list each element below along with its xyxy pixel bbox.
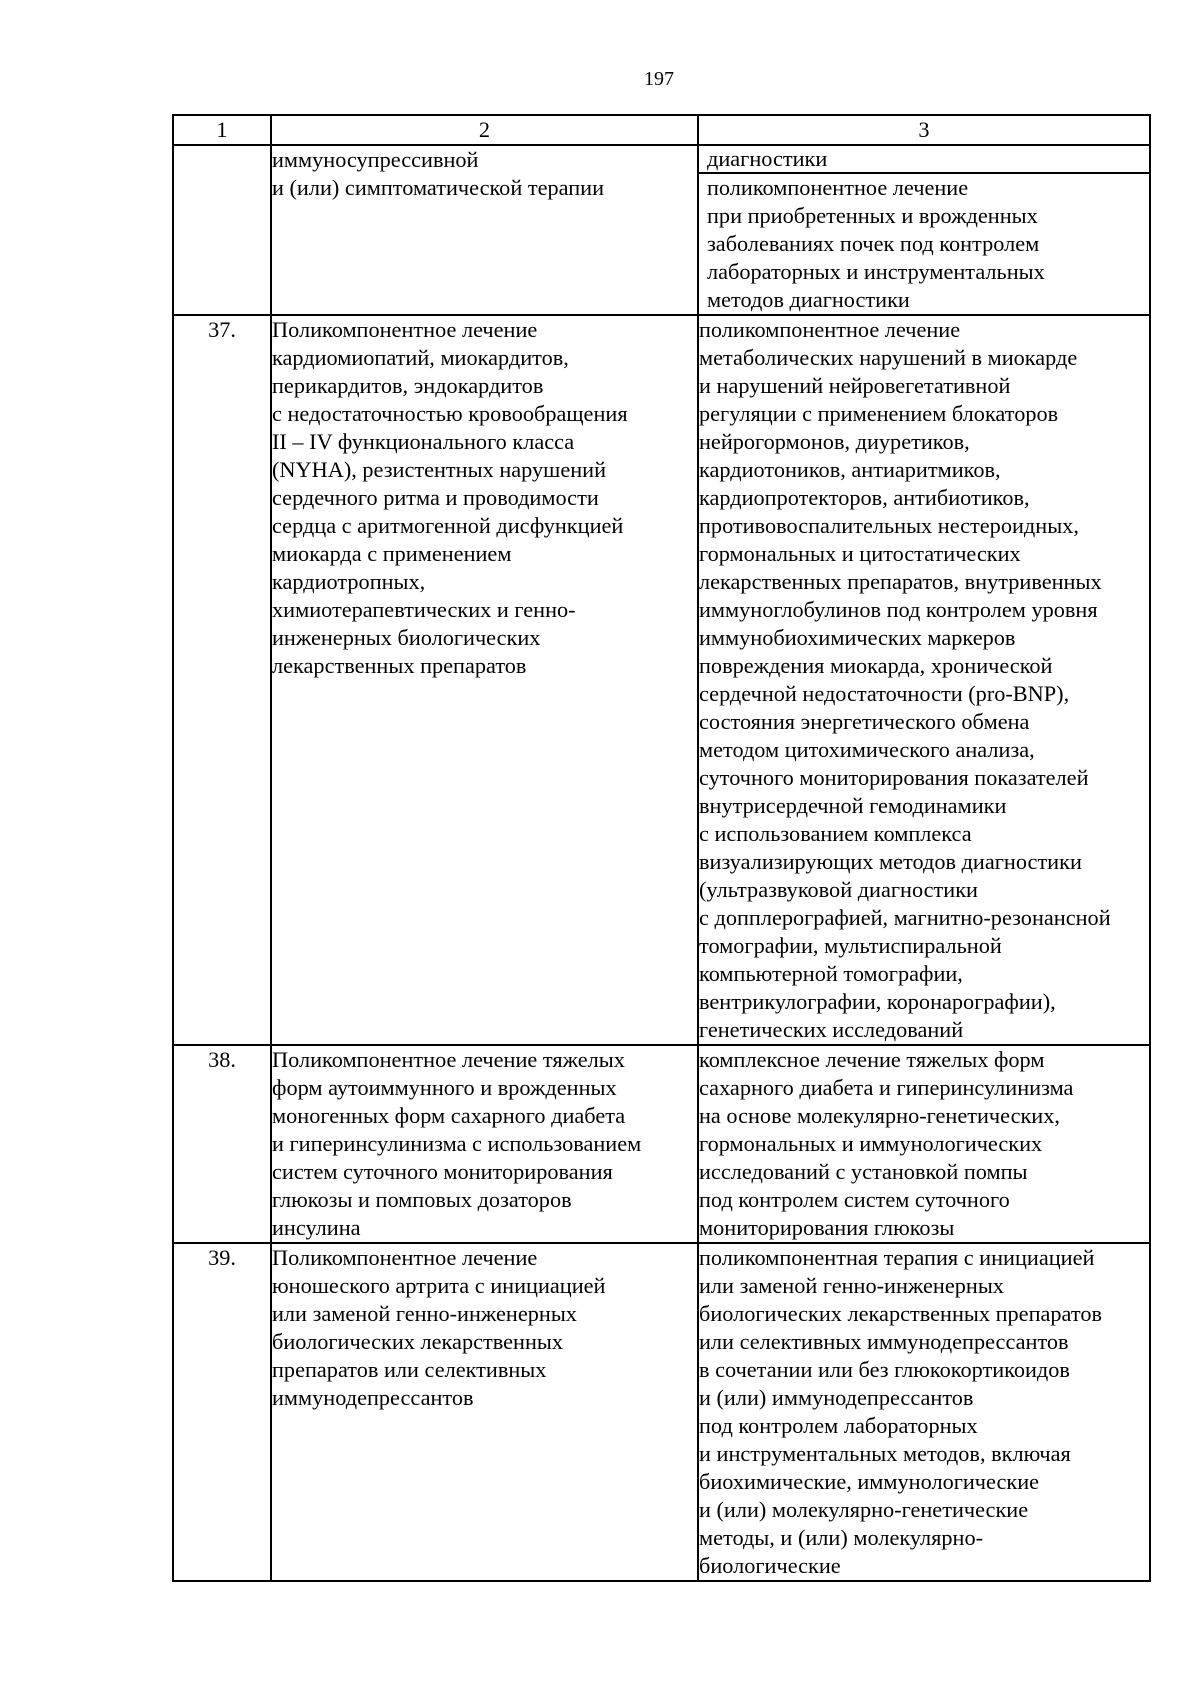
treatment-name-cell xyxy=(271,315,698,1045)
text-line: на основе молекулярно-генетических, xyxy=(699,1103,1060,1128)
page-number: 197 xyxy=(644,68,674,90)
header-cell-1: 1 xyxy=(173,115,271,145)
row-number-cell xyxy=(173,1045,271,1243)
text-line: (ультразвуковой диагностики xyxy=(699,877,978,902)
text-line: регуляции с применением блокаторов xyxy=(699,401,1059,426)
continuation-col3-cell xyxy=(698,145,1150,315)
text-line: лекарственных препаратов, внутривенных xyxy=(699,569,1102,594)
text-line: препаратов или селективных xyxy=(272,1357,547,1382)
text-line: поликомпонентная терапия с инициацией xyxy=(699,1245,1095,1270)
text-line: мониторирования глюкозы xyxy=(699,1215,955,1240)
text-line: сердечной недостаточности (pro-BNP), xyxy=(699,681,1070,706)
text-line: кардиотоников, антиаритмиков, xyxy=(699,457,1001,482)
text-line: и инструментальных методов, включая xyxy=(699,1441,1071,1466)
row-number: 39. xyxy=(208,1245,236,1270)
text-line: биологических лекарственных препаратов xyxy=(699,1301,1102,1326)
text-line: лабораторных и инструментальных xyxy=(707,259,1045,284)
text-line: и гиперинсулинизма с использованием xyxy=(272,1131,642,1156)
row-number: 37. xyxy=(208,317,236,342)
text-line: под контролем лабораторных xyxy=(699,1413,978,1438)
text-line: кардиопротекторов, антибиотиков, xyxy=(699,485,1030,510)
text-line: иммуносупрессивной xyxy=(272,147,479,172)
text-line: лекарственных препаратов xyxy=(272,653,527,678)
text-line: форм аутоиммунного и врожденных xyxy=(272,1075,617,1100)
text-line: компьютерной томографии, xyxy=(699,961,963,986)
text-line: противовоспалительных нестероидных, xyxy=(699,513,1079,538)
text-line: диагностики xyxy=(707,146,828,171)
text-line: биологические xyxy=(699,1553,841,1578)
text-line: систем суточного мониторирования xyxy=(272,1159,613,1184)
text-line: комплексное лечение тяжелых форм xyxy=(699,1047,1045,1072)
text-line: инженерных биологических xyxy=(272,625,541,650)
text-line: сахарного диабета и гиперинсулинизма xyxy=(699,1075,1074,1100)
text-line: биологических лекарственных xyxy=(272,1329,564,1354)
text-line: метаболических нарушений в миокарде xyxy=(699,345,1078,370)
text-line: или селективных иммунодепрессантов xyxy=(699,1329,1069,1354)
text-line: методы, и (или) молекулярно- xyxy=(699,1525,984,1550)
continuation-num-cell xyxy=(173,145,271,315)
text-line: иммунодепрессантов xyxy=(272,1385,474,1410)
method-description-cell xyxy=(698,1045,1150,1243)
text-line: Поликомпонентное лечение тяжелых xyxy=(272,1047,625,1072)
text-line: химиотерапевтических и генно- xyxy=(272,597,576,622)
text-line: с недостаточностью кровообращения xyxy=(272,401,628,426)
text-line: инсулина xyxy=(272,1215,361,1240)
table-row xyxy=(173,315,1150,1045)
header-cell-3: 3 xyxy=(698,115,1150,145)
text-line: моногенных форм сахарного диабета xyxy=(272,1103,626,1128)
text-line: методов диагностики xyxy=(707,287,910,312)
text-line: и (или) симптоматической терапии xyxy=(272,175,605,200)
text-line: II – IV функционального класса xyxy=(272,429,575,454)
text-line: при приобретенных и врожденных xyxy=(707,203,1038,228)
text-line: и нарушений нейровегетативной xyxy=(699,373,1011,398)
text-line: исследований с установкой помпы xyxy=(699,1159,1028,1184)
services-table xyxy=(172,114,1151,1582)
text-line: гормональных и иммунологических xyxy=(699,1131,1043,1156)
table-row xyxy=(173,1243,1150,1581)
text-line: внутрисердечной гемодинамики xyxy=(699,793,1007,818)
text-line: генетических исследований xyxy=(699,1017,964,1042)
text-line: методом цитохимического анализа, xyxy=(699,737,1035,762)
text-line: кардиомиопатий, миокардитов, xyxy=(272,345,569,370)
text-line: состояния энергетического обмена xyxy=(699,709,1030,734)
text-line: томографии, мультиспиральной xyxy=(699,933,1002,958)
text-line: поликомпонентное лечение xyxy=(707,175,969,200)
row-number: 38. xyxy=(208,1047,236,1072)
header-row xyxy=(173,115,1150,145)
text-line: суточного мониторирования показателей xyxy=(699,765,1089,790)
text-line: или заменой генно-инженерных xyxy=(272,1301,577,1326)
text-line: сердца с аритмогенной дисфункцией xyxy=(272,513,624,538)
text-line: Поликомпонентное лечение xyxy=(272,317,538,342)
method-description-cell xyxy=(698,1243,1150,1581)
row-number-cell xyxy=(173,1243,271,1581)
text-line: и (или) молекулярно-генетические xyxy=(699,1497,1029,1522)
text-line: иммуноглобулинов под контролем уровня xyxy=(699,597,1098,622)
text-line: с допплерографией, магнитно-резонансной xyxy=(699,905,1111,930)
text-line: вентрикулографии, коронарографии), xyxy=(699,989,1056,1014)
table-rows xyxy=(173,315,1150,1581)
table-row xyxy=(173,1045,1150,1243)
text-line: с использованием комплекса xyxy=(699,821,972,846)
text-line: Поликомпонентное лечение xyxy=(272,1245,538,1270)
text-line: юношеского артрита с инициацией xyxy=(272,1273,606,1298)
text-line: кардиотропных, xyxy=(272,569,426,594)
text-line: глюкозы и помповых дозаторов xyxy=(272,1187,572,1212)
text-line: гормональных и цитостатических xyxy=(699,541,1021,566)
treatment-name-cell xyxy=(271,1243,698,1581)
header-cell-2: 2 xyxy=(271,115,698,145)
text-line: биохимические, иммунологические xyxy=(699,1469,1040,1494)
continuation-col3-bottom xyxy=(699,174,1149,314)
text-line: нейрогормонов, диуретиков, xyxy=(699,429,970,454)
text-line: повреждения миокарда, хронической xyxy=(699,653,1053,678)
method-description-cell xyxy=(698,315,1150,1045)
text-line: (NYHA), резистентных нарушений xyxy=(272,457,607,482)
text-line: миокарда с применением xyxy=(272,541,512,566)
text-line: или заменой генно-инженерных xyxy=(699,1273,1004,1298)
text-line: под контролем систем суточного xyxy=(699,1187,1010,1212)
text-line: визуализирующих методов диагностики xyxy=(699,849,1082,874)
continuation-col3-top xyxy=(699,146,1149,174)
continuation-row xyxy=(173,145,1150,315)
text-line: заболеваниях почек под контролем xyxy=(707,231,1040,256)
row-number-cell xyxy=(173,315,271,1045)
text-line: иммунобиохимических маркеров xyxy=(699,625,1016,650)
text-line: в сочетании или без глюкокортикоидов xyxy=(699,1357,1070,1382)
continuation-col2-cell xyxy=(271,145,698,315)
treatment-name-cell xyxy=(271,1045,698,1243)
text-line: перикардитов, эндокардитов xyxy=(272,373,544,398)
text-line: и (или) иммунодепрессантов xyxy=(699,1385,974,1410)
text-line: сердечного ритма и проводимости xyxy=(272,485,599,510)
text-line: поликомпонентное лечение xyxy=(699,317,961,342)
